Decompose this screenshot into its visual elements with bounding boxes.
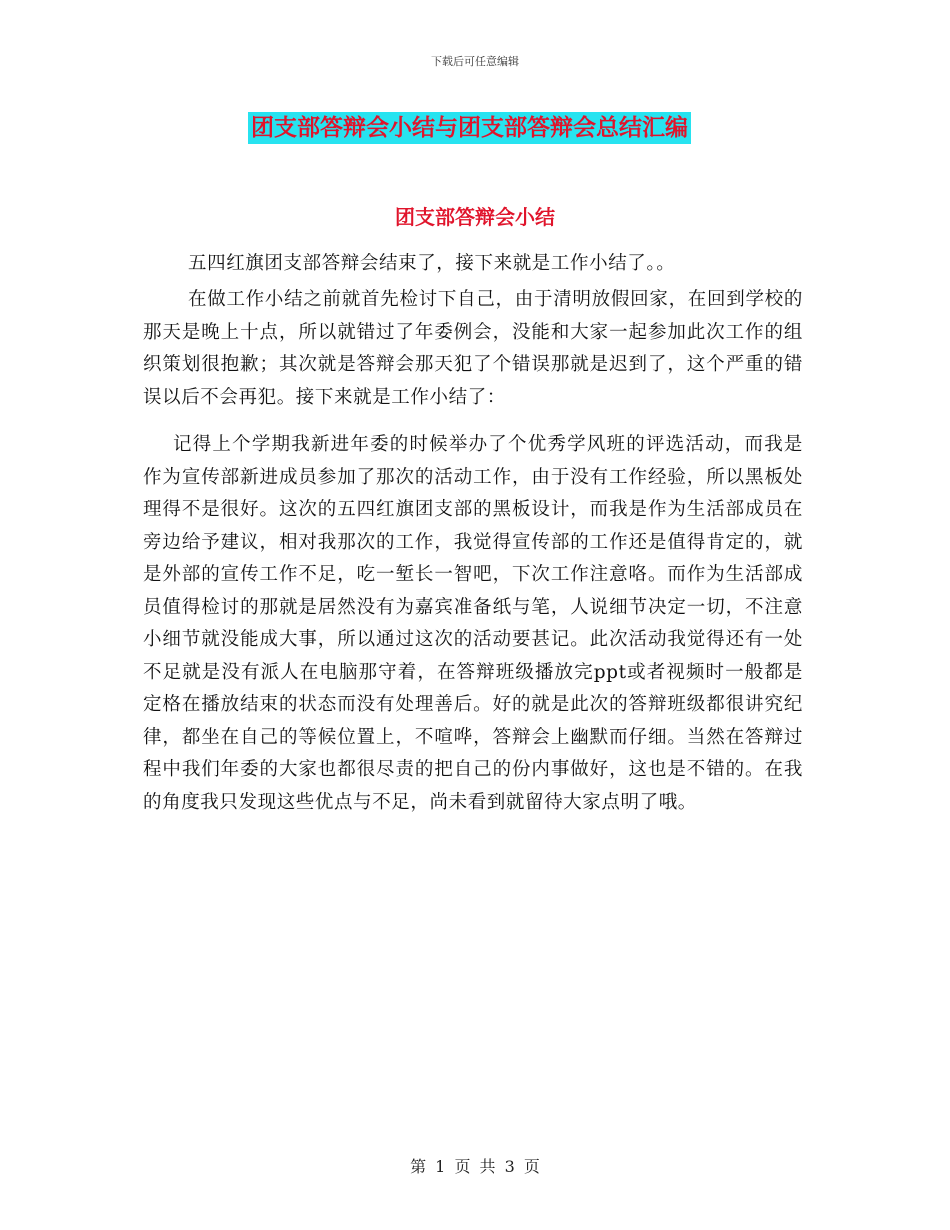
paragraph-work-summary: 记得上个学期我新进年委的时候举办了个优秀学风班的评选活动，而我是作为宣传部新进成员参加了那次的活动工作，由于没有工作经验，所以黑板处理得不是很好。这次的五四红旗团支部的黑板设计，而我是作为生活部成员在旁边给予建议，相对我那次的工作，我觉得宣传部的工作还是值得肯定的，就是外部的宣传工作不足，吃一堑长一智吧，下次工作注意咯。而作为生活部成员值得检讨的那就是居然没有为嘉宾准备纸与笔，人说细节决定一切，不注意小细节就没能成大事，所以通过这次的活动要甚记。此次活动我觉得还有一处不足就是没有派人在电脑那守着，在答辩班级播放完ppt或者视频时一般都是定格在播放结束的状态而没有处理善后。好的就是此次的答辩班级都很讲究纪律，都坐在自己的等候位置上，不喧哗，答辩会上幽默而仔细。当然在答辩过程中我们年委的大家也都很尽责的把自己的份内事做好，这也是不错的。在我的角度我只发现这些优点与不足，尚未看到就留待大家点明了哦。 bbox=[143, 434, 803, 813]
paragraph-intro: 五四红旗团支部答辩会结束了，接下来就是工作小结了。。 bbox=[188, 253, 676, 274]
section-title: 团支部答辩会小结 bbox=[395, 205, 555, 229]
page-footer: 第 1 页 共 3 页 bbox=[410, 1157, 540, 1176]
paragraph-self-review: 在做工作小结之前就首先检讨下自己，由于清明放假回家，在回到学校的那天是晚上十点，所以就错过了年委例会，没能和大家一起参加此次工作的组织策划很抱歉；其次就是答辩会那天犯了个错误那就是迟到了，这个严重的错误以后不会再犯。接下来就是工作小结了： bbox=[143, 289, 803, 408]
document-title: 团支部答辩会小结与团支部答辩会总结汇编 bbox=[248, 112, 691, 144]
header-note: 下载后可任意编辑 bbox=[431, 55, 519, 68]
